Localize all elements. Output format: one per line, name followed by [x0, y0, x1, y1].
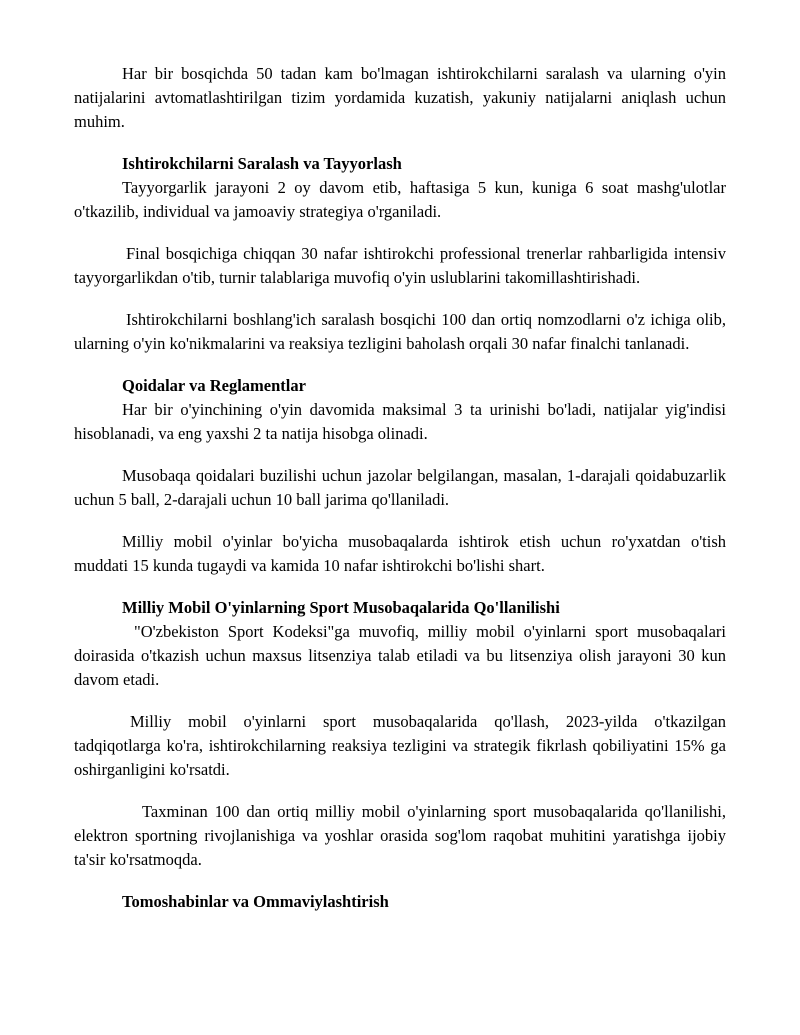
- body-paragraph: Milliy mobil o'yinlar bo'yicha musobaqalarda ishtirok etish uchun ro'yxatdan o'tish muddati 15 kunda tugaydi va kamida 10 nafar ishtirokchi bo'lishi shart.: [74, 532, 726, 575]
- section-audience-popularization: [74, 890, 726, 914]
- section-sport-application: [74, 596, 726, 872]
- document-body: [74, 62, 726, 914]
- body-paragraph: Final bosqichiga chiqqan 30 nafar ishtirokchi professional trenerlar rahbarligida intensiv tayyorgarlikdan o'tib, turnir talablariga muvofiq o'yin uslublarini takomillashtirishadi.: [74, 244, 726, 287]
- section-heading: Qoidalar va Reglamentlar: [122, 376, 306, 395]
- section-heading: Ishtirokchilarni Saralash va Tayyorlash: [122, 154, 402, 173]
- body-paragraph: Milliy mobil o'yinlarni sport musobaqalarida qo'llash, 2023-yilda o'tkazilgan tadqiqotlarga ko'ra, ishtirokchilarning reaksiya tezligini va strategik fikrlash qobiliyatini 15% ga oshirganligini ko'rsatdi.: [74, 712, 726, 779]
- body-paragraph: Tayyorgarlik jarayoni 2 oy davom etib, haftasiga 5 kun, kuniga 6 soat mashg'ulotlar o'tkazilib, individual va jamoaviy strategiya o'rganiladi.: [74, 178, 726, 221]
- section-participant-selection: [74, 152, 726, 356]
- body-paragraph: "O'zbekiston Sport Kodeksi"ga muvofiq, milliy mobil o'yinlarni sport musobaqalari doirasida o'tkazish uchun maxsus litsenziya talab etiladi va bu litsenziya olish jarayoni 30 kun davom etadi.: [74, 622, 726, 689]
- intro-paragraph: Har bir bosqichda 50 tadan kam bo'lmagan ishtirokchilarni saralash va ularning o'yin natijalarini avtomatlashtirilgan tizim yordamida kuzatish, yakuniy natijalarni aniqlash uchun muhim.: [74, 64, 726, 131]
- body-paragraph: Musobaqa qoidalari buzilishi uchun jazolar belgilangan, masalan, 1-darajali qoidabuzarlik uchun 5 ball, 2-darajali uchun 10 ball jarima qo'llaniladi.: [74, 466, 726, 509]
- section-heading: Milliy Mobil O'yinlarning Sport Musobaqalarida Qo'llanilishi: [122, 598, 560, 617]
- section-heading: Tomoshabinlar va Ommaviylashtirish: [122, 892, 389, 911]
- body-paragraph: Taxminan 100 dan ortiq milliy mobil o'yinlarning sport musobaqalarida qo'llanilishi, elektron sportning rivojlanishiga va yoshlar orasida sog'lom raqobat muhitini yaratishga ijobiy ta'sir ko'rsatmoqda.: [74, 802, 726, 869]
- body-paragraph: Ishtirokchilarni boshlang'ich saralash bosqichi 100 dan ortiq nomzodlarni o'z ichiga olib, ularning o'yin ko'nikmalarini va reaksiya tezligini baholash orqali 30 nafar finalchi tanlanadi.: [74, 310, 726, 353]
- section-rules-regulations: [74, 374, 726, 578]
- body-paragraph: Har bir o'yinchining o'yin davomida maksimal 3 ta urinishi bo'ladi, natijalar yig'indisi hisoblanadi, va eng yaxshi 2 ta natija hisobga olinadi.: [74, 400, 726, 443]
